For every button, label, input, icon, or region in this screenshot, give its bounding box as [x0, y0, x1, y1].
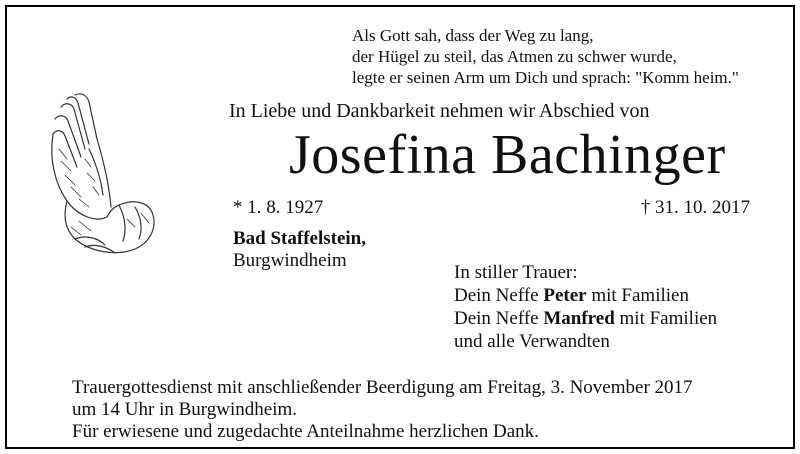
mourner-line-2: [454, 307, 717, 330]
deceased-name: Josefina Bachinger: [289, 124, 726, 186]
mourner-prefix: Dein Neffe: [454, 308, 544, 329]
poem-line-1: Als Gott sah, dass der Weg zu lang,: [352, 26, 594, 45]
service-line-2: um 14 Uhr in Burgwindheim.: [72, 399, 298, 420]
obituary-notice: [5, 5, 795, 449]
death-date: † 31. 10. 2017: [640, 197, 750, 218]
location-city: Bad Staffelstein,: [233, 228, 366, 249]
intro-text: In Liebe und Dankbarkeit nehmen wir Abschied von: [229, 100, 650, 122]
service-line-1: Trauergottesdienst mit anschließender Beerdigung am Freitag, 3. November 2017: [72, 377, 693, 398]
mourners-heading: In stiller Trauer:: [454, 262, 578, 283]
location-town: Burgwindheim: [233, 250, 347, 271]
mourners: [454, 261, 717, 353]
poem-line-2: der Hügel zu steil, das Atmen zu schwer wurde,: [352, 47, 677, 66]
mourner-line-1: [454, 284, 717, 307]
poem: [352, 25, 739, 88]
mourner-suffix: mit Familien: [586, 285, 689, 306]
mourner-suffix: mit Familien: [614, 308, 718, 329]
mourner-name-manfred: Manfred: [543, 308, 615, 329]
thanks-line: Für erwiesene und zugedachte Anteilnahme herzlichen Dank.: [72, 421, 539, 442]
praying-hands-icon: [45, 89, 175, 269]
mourner-name-peter: Peter: [543, 285, 587, 306]
birth-date: * 1. 8. 1927: [233, 197, 324, 218]
poem-line-3: legte er seinen Arm um Dich und sprach: "Komm heim.": [352, 68, 739, 87]
location: [233, 228, 366, 272]
service-info: [72, 377, 693, 443]
mourner-line-3: und alle Verwandten: [454, 331, 610, 352]
mourner-prefix: Dein Neffe: [454, 285, 544, 306]
